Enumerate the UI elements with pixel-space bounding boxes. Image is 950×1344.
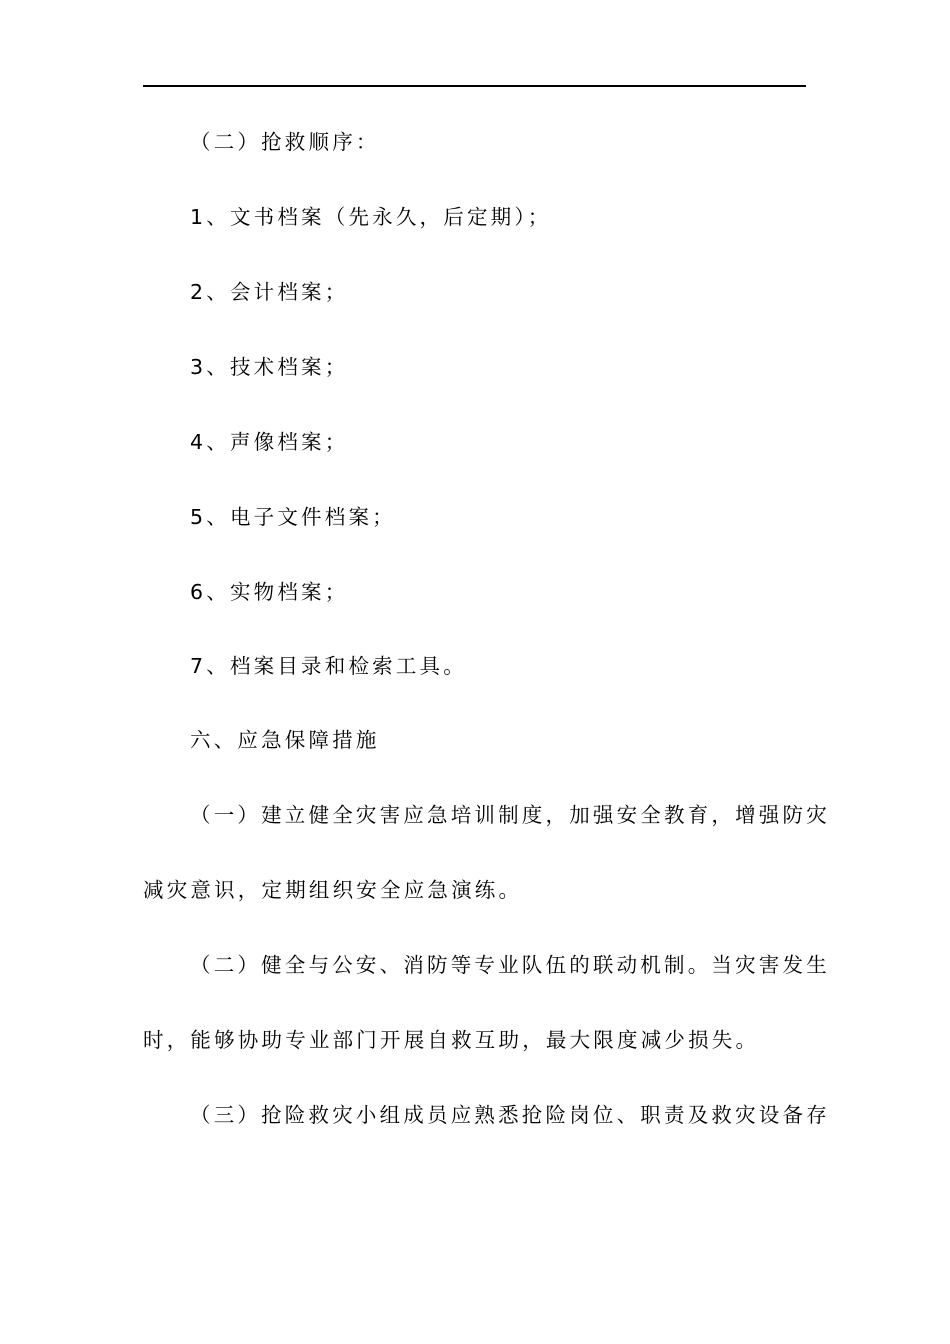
list-item: 4、声像档案； bbox=[190, 430, 349, 454]
list-item: 7、档案目录和检索工具。 bbox=[190, 654, 467, 678]
section-heading: 六、应急保障措施 bbox=[190, 728, 380, 752]
list-item: 6、实物档案； bbox=[190, 580, 349, 604]
list-item: 1、文书档案（先永久，后定期）； bbox=[190, 205, 552, 229]
list-item: 3、技术档案； bbox=[190, 355, 349, 379]
paragraph-line: （二）健全与公安、消防等专业队伍的联动机制。当灾害发生 bbox=[190, 953, 830, 977]
list-item: 2、会计档案； bbox=[190, 280, 349, 304]
paragraph-line: 时，能够协助专业部门开展自救互助，最大限度减少损失。 bbox=[143, 1028, 760, 1052]
list-item: 5、电子文件档案； bbox=[190, 505, 396, 529]
paragraph-line: （三）抢险救灾小组成员应熟悉抢险岗位、职责及救灾设备存 bbox=[190, 1103, 830, 1127]
header-rule bbox=[143, 85, 806, 87]
section-heading: （二）抢救顺序： bbox=[190, 130, 380, 154]
paragraph-line: （一）建立健全灾害应急培训制度，加强安全教育，增强防灾 bbox=[190, 803, 830, 827]
paragraph-line: 减灾意识，定期组织安全应急演练。 bbox=[143, 878, 523, 902]
